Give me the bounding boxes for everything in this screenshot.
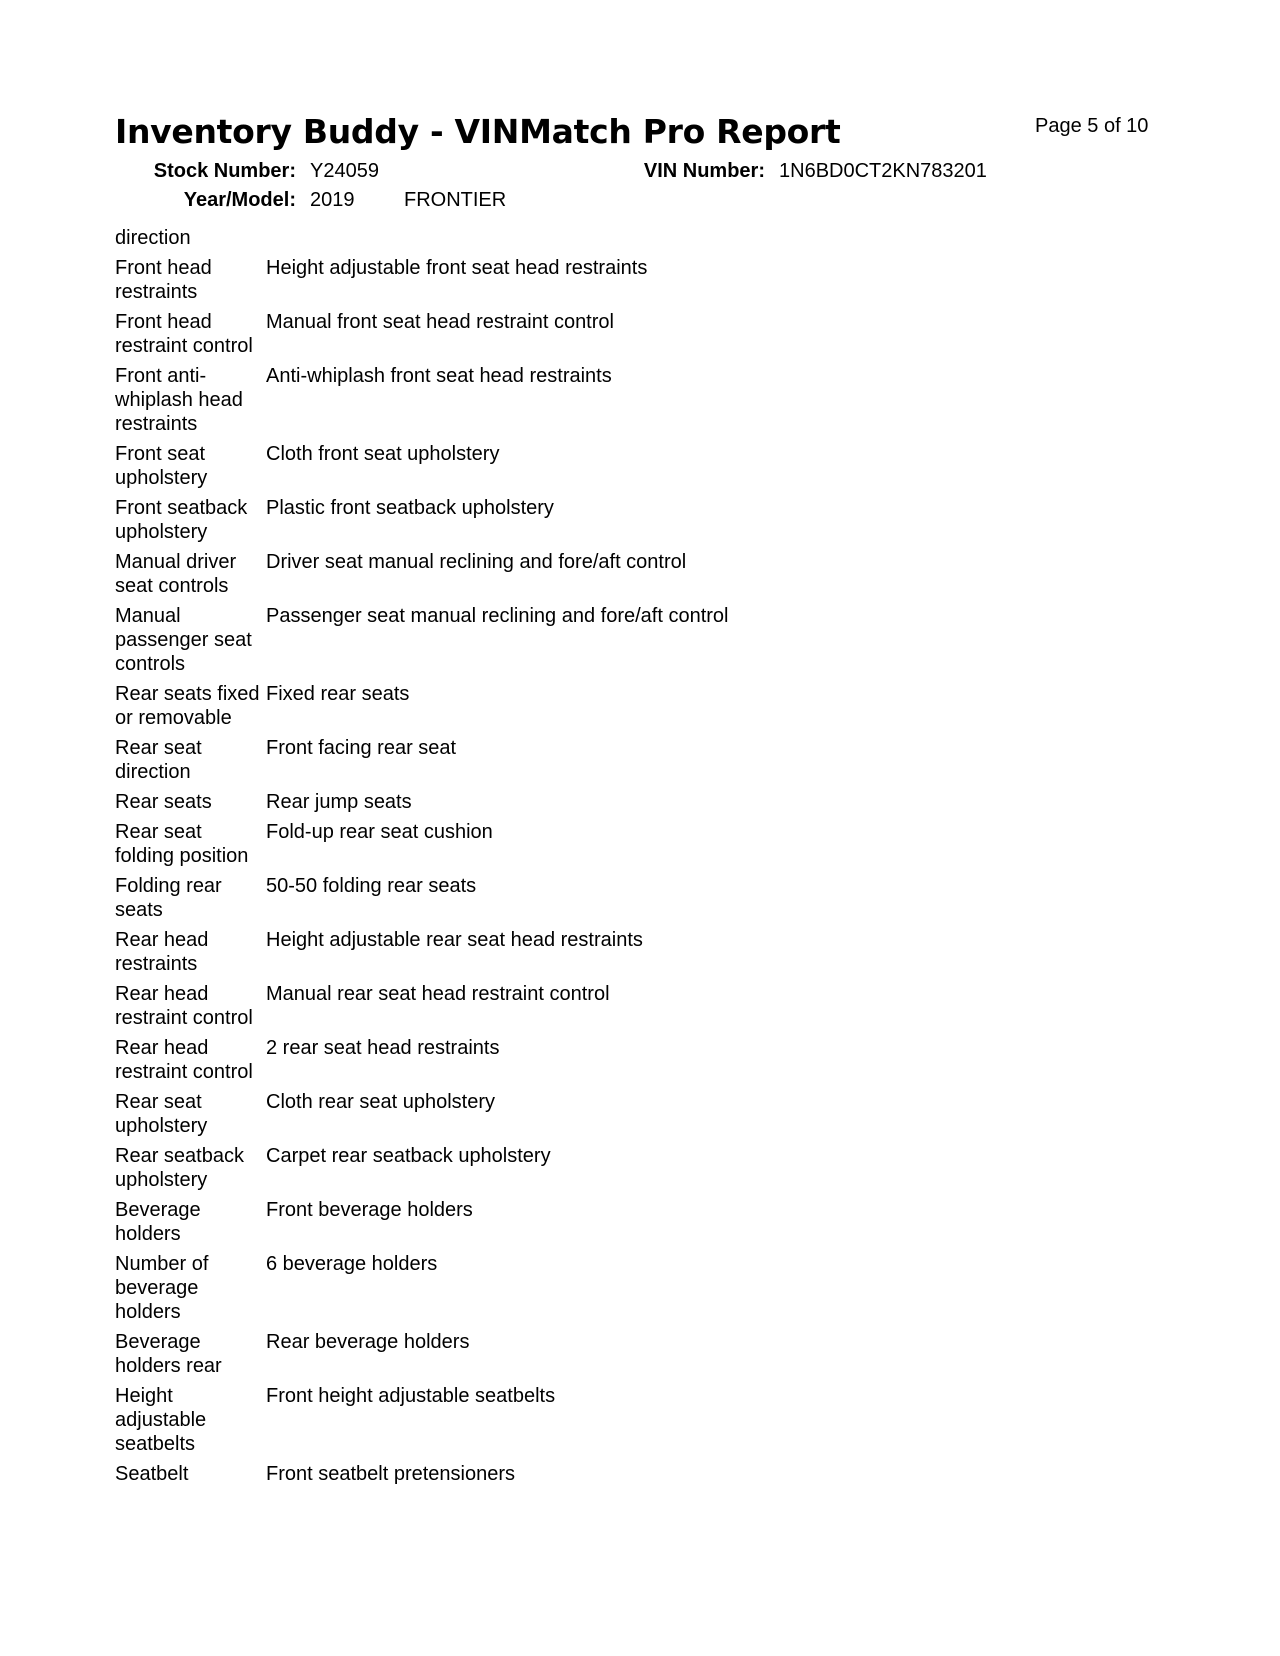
- spec-value: Rear jump seats: [266, 791, 412, 813]
- spec-row: [115, 982, 1015, 1030]
- spec-label: Rear seats: [115, 791, 212, 813]
- spec-row: [115, 1462, 1015, 1486]
- spec-label: Front head restraints: [115, 257, 212, 303]
- spec-value: Driver seat manual reclining and fore/aft control: [266, 551, 687, 573]
- spec-label: Beverage holders rear: [115, 1331, 222, 1377]
- spec-label: direction: [115, 227, 191, 249]
- spec-row: [115, 1384, 1015, 1456]
- spec-label: Rear seat upholstery: [115, 1091, 208, 1137]
- model-value: FRONTIER: [404, 189, 507, 211]
- spec-row: [115, 364, 1015, 436]
- spec-label: Number of beverage holders: [115, 1253, 209, 1323]
- spec-row: [115, 256, 1015, 304]
- spec-value: Plastic front seatback upholstery: [266, 497, 554, 519]
- spec-value: Front seatbelt pretensioners: [266, 1463, 516, 1485]
- spec-label: Rear seat direction: [115, 737, 202, 783]
- spec-label: Height adjustable seatbelts: [115, 1385, 207, 1455]
- stock-number-value: Y24059: [310, 160, 379, 182]
- spec-row: [115, 604, 1015, 676]
- spec-label: Rear head restraint control: [115, 983, 253, 1029]
- spec-value: 2 rear seat head restraints: [266, 1037, 500, 1059]
- spec-row: [115, 442, 1015, 490]
- spec-row: [115, 1144, 1015, 1192]
- spec-value: Rear beverage holders: [266, 1331, 470, 1353]
- spec-value: Manual rear seat head restraint control: [266, 983, 610, 1005]
- spec-row: [115, 820, 1015, 868]
- spec-label: Front seatback upholstery: [115, 497, 248, 543]
- spec-list: [115, 226, 1015, 1492]
- spec-value: 50-50 folding rear seats: [266, 875, 477, 897]
- spec-value: Carpet rear seatback upholstery: [266, 1145, 551, 1167]
- spec-row: [115, 682, 1015, 730]
- spec-value: Front facing rear seat: [266, 737, 457, 759]
- spec-label: Rear head restraint control: [115, 1037, 253, 1083]
- spec-row: [115, 1198, 1015, 1246]
- spec-row: [115, 550, 1015, 598]
- spec-value: 6 beverage holders: [266, 1253, 438, 1275]
- spec-label: Front head restraint control: [115, 311, 253, 357]
- spec-label: Beverage holders: [115, 1199, 201, 1245]
- spec-value: Front beverage holders: [266, 1199, 473, 1221]
- spec-label: Rear head restraints: [115, 929, 209, 975]
- spec-label: Folding rear seats: [115, 875, 222, 921]
- spec-value: Height adjustable rear seat head restraints: [266, 929, 643, 951]
- spec-value: Cloth front seat upholstery: [266, 443, 500, 465]
- spec-row: [115, 310, 1015, 358]
- spec-value: Manual front seat head restraint control: [266, 311, 614, 333]
- spec-row: [115, 790, 1015, 814]
- year-value: 2019: [310, 189, 355, 211]
- stock-number-label: Stock Number:: [153, 160, 296, 182]
- spec-label: Seatbelt: [115, 1463, 189, 1485]
- vin-number-label: VIN Number:: [643, 160, 765, 182]
- spec-value: Front height adjustable seatbelts: [266, 1385, 556, 1407]
- spec-label: Manual passenger seat controls: [115, 605, 252, 675]
- spec-value: Passenger seat manual reclining and fore/aft control: [266, 605, 729, 627]
- spec-row: [115, 496, 1015, 544]
- year-model-label: Year/Model:: [183, 189, 296, 211]
- page-number: Page 5 of 10: [1035, 115, 1149, 137]
- spec-row: [115, 226, 1015, 250]
- spec-value: Fixed rear seats: [266, 683, 410, 705]
- spec-row: [115, 874, 1015, 922]
- spec-value: Cloth rear seat upholstery: [266, 1091, 496, 1113]
- spec-label: Rear seatback upholstery: [115, 1145, 244, 1191]
- spec-label: Rear seats fixed or removable: [115, 683, 260, 729]
- spec-row: [115, 1036, 1015, 1084]
- spec-label: Front seat upholstery: [115, 443, 208, 489]
- spec-value: Height adjustable front seat head restraints: [266, 257, 648, 279]
- vin-number-value: 1N6BD0CT2KN783201: [779, 160, 987, 182]
- spec-label: Front anti-whiplash head restraints: [115, 365, 243, 435]
- spec-row: [115, 1252, 1015, 1324]
- spec-label: Manual driver seat controls: [115, 551, 237, 597]
- page-title: Inventory Buddy - VINMatch Pro Report: [115, 112, 841, 151]
- spec-label: Rear seat folding position: [115, 821, 249, 867]
- spec-row: [115, 1330, 1015, 1378]
- spec-value: Anti-whiplash front seat head restraints: [266, 365, 612, 387]
- spec-value: Fold-up rear seat cushion: [266, 821, 493, 843]
- spec-row: [115, 736, 1015, 784]
- spec-row: [115, 928, 1015, 976]
- spec-row: [115, 1090, 1015, 1138]
